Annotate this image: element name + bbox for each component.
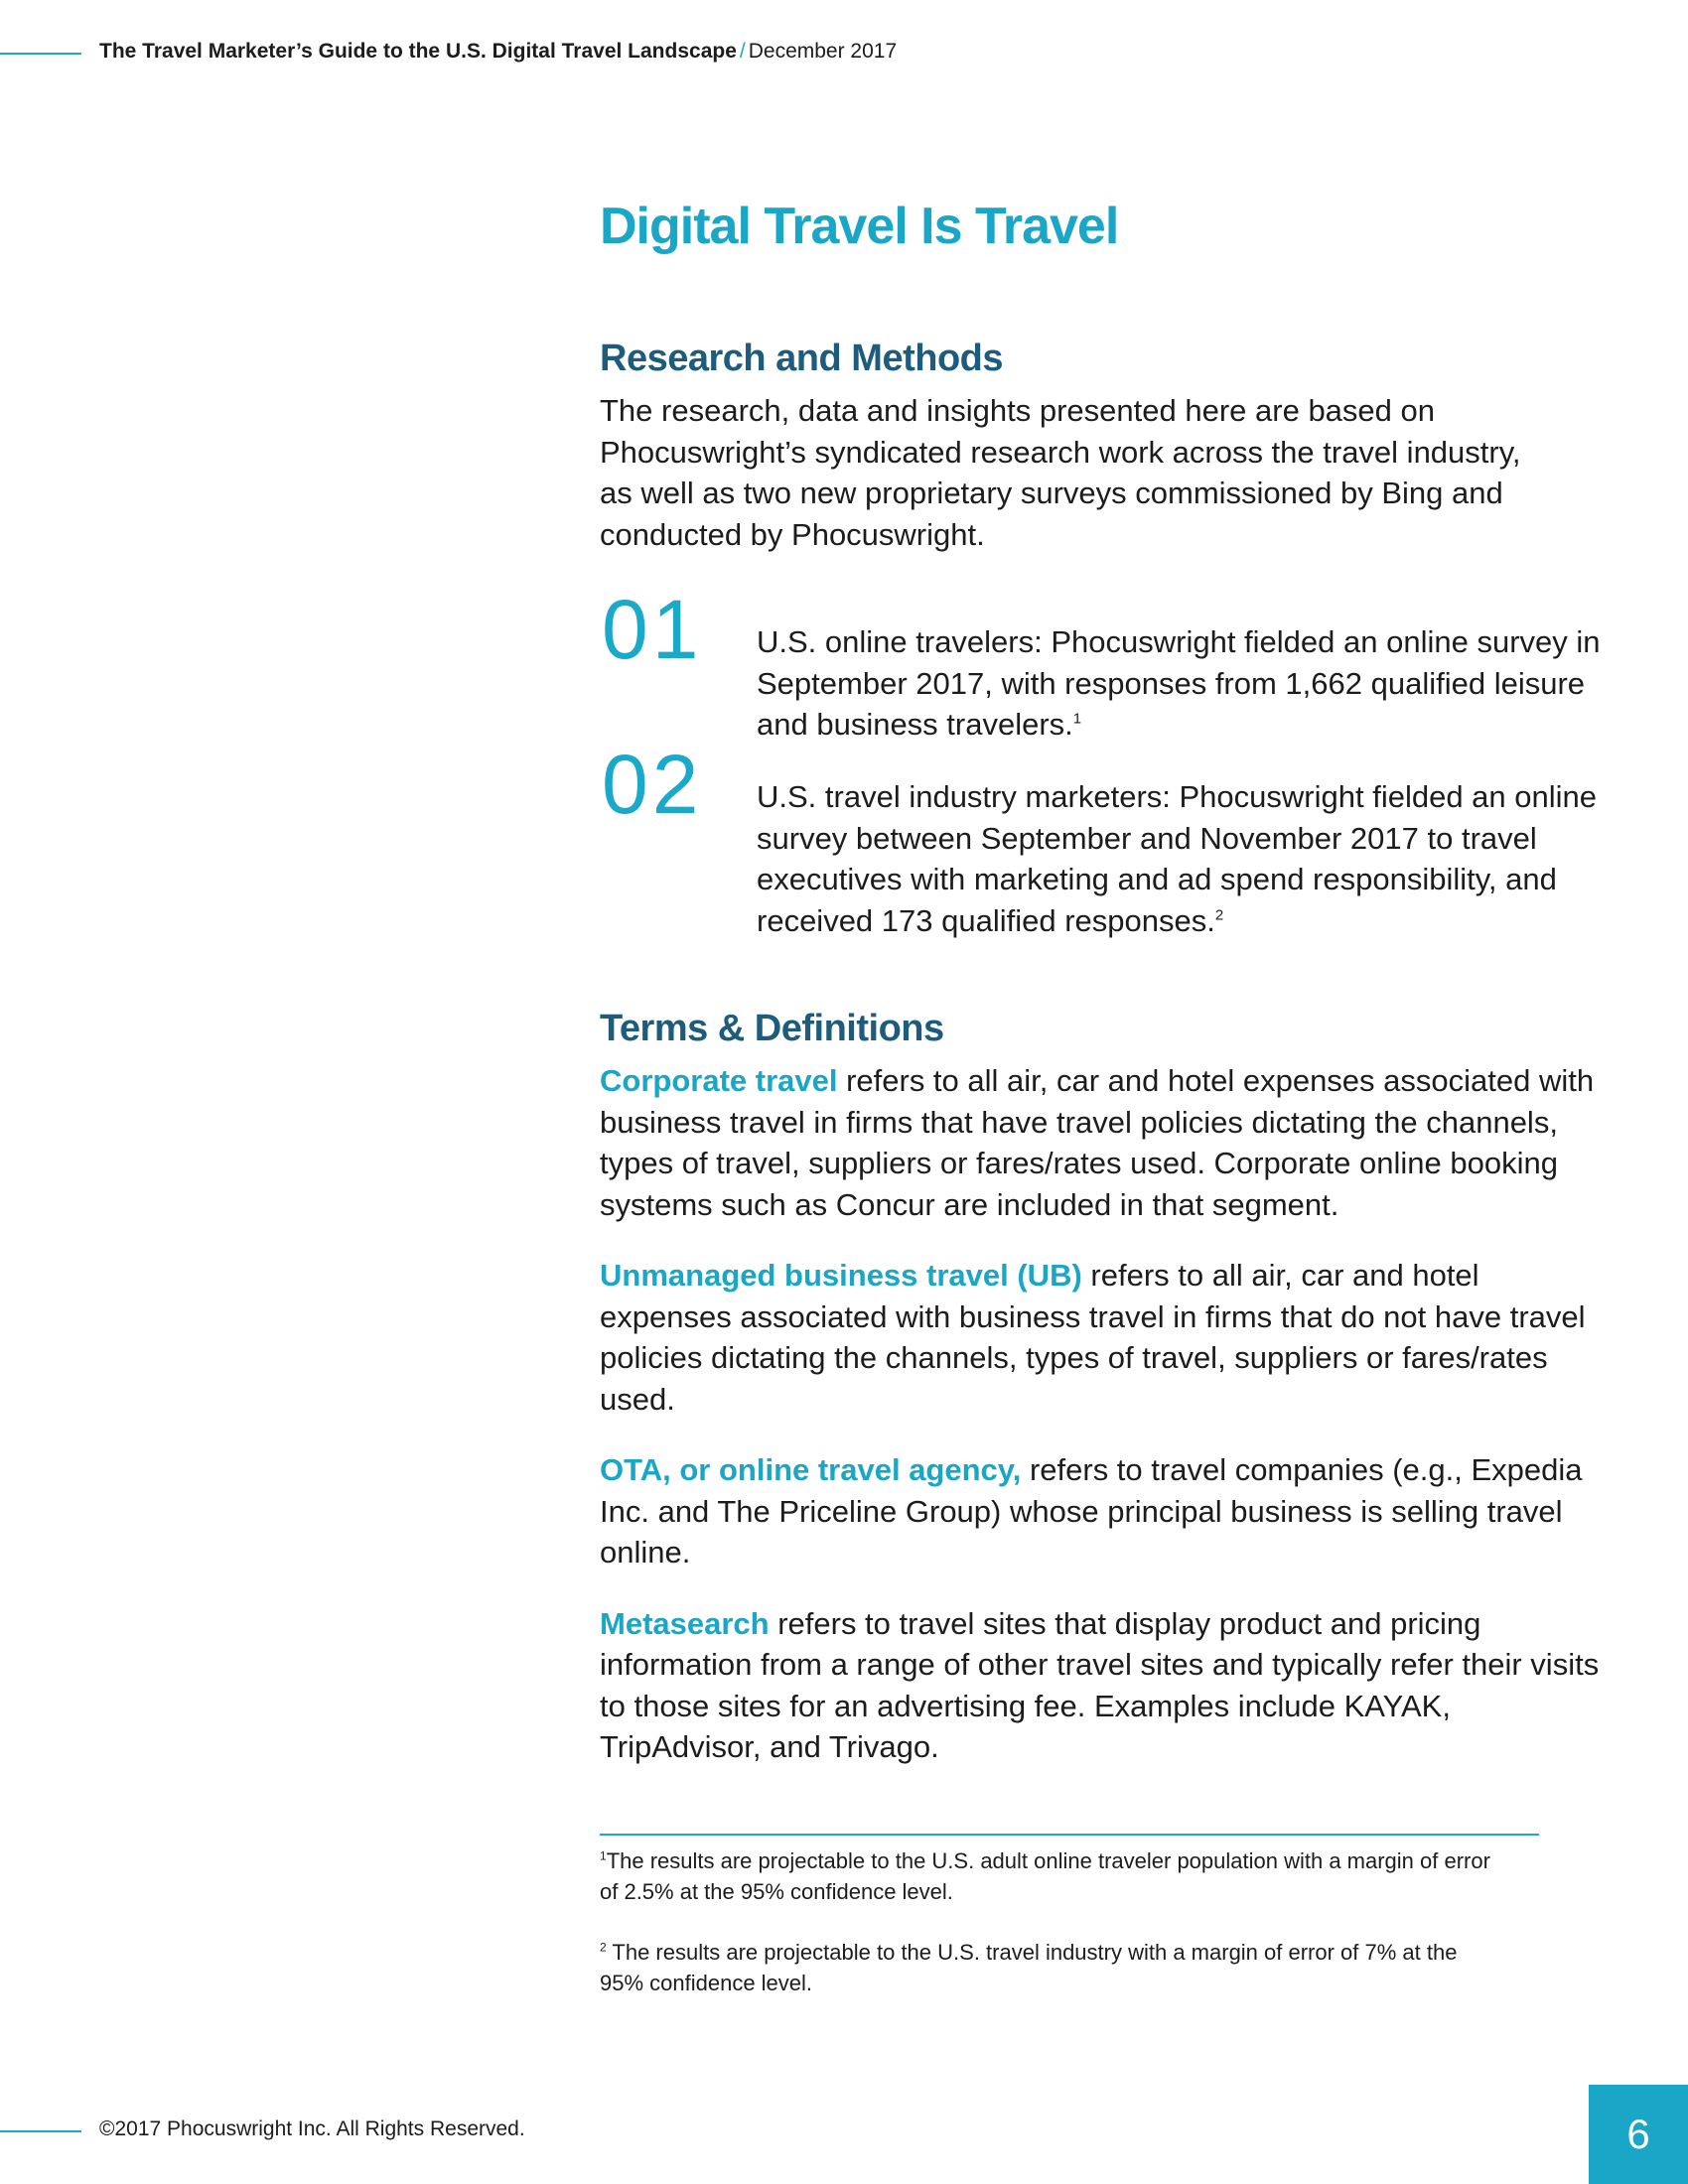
research-intro: The research, data and insights presented here are based on Phocuswright’s syndicated research work across the travel industry, as well as two new proprietary surveys commissioned by Bing and conducted by Phocuswright. [600, 393, 1521, 552]
header-title: The Travel Marketer’s Guide to the U.S. Digital Travel Landscape [99, 40, 737, 63]
footnote-ref: 1 [1072, 710, 1082, 728]
page-number: 6 [1589, 2085, 1688, 2184]
footnote-ref: 2 [1214, 906, 1224, 924]
research-item-text: U.S. travel industry marketers: Phocuswright fielded an online survey between September and November 2017 to travel executives with marketing and ad spend responsibility, and received 173 qualified responses.$^2$ [757, 779, 1598, 938]
research-item-number: 02 [602, 738, 703, 831]
research-item-2 [600, 738, 1603, 972]
term-label: Metasearch [600, 1605, 770, 1641]
footnote-divider [600, 1834, 1539, 1836]
term-definition: Metasearch refers to travel sites that display product and pricing information from a range of other travel sites and typically refer their visits to those sites for an advertising fee. Examples include KAYAK, TripAdvisor, and Trivago. [600, 1605, 1600, 1764]
footer-rule [0, 2130, 81, 2132]
terms-heading: Terms & Definitions [600, 1008, 944, 1049]
running-header [99, 40, 897, 64]
term-definition: Unmanaged business travel (UB) refers to all air, car and hotel expenses associated with business travel in firms that do not have travel policies dictating the channels, types of travel, suppliers or fares/rates used. [600, 1258, 1586, 1417]
footnote-1: $^1$The results are projectable to the U.S. adult online traveler population with a margin of error of 2.5% at the 95% confidence level. [600, 1848, 1490, 1904]
header-date: December 2017 [748, 40, 898, 63]
term-definition: Corporate travel refers to all air, car and hotel expenses associated with business travel in firms that have travel policies dictating the channels, types of travel, suppliers or fares/rates used. Corporate online booking systems such as Concur are included in that segment. [600, 1063, 1595, 1222]
header-rule [0, 53, 81, 55]
term-label: OTA, or online travel agency, [600, 1452, 1022, 1487]
page-title: Digital Travel Is Travel [600, 198, 1119, 255]
terms-list [600, 1060, 1603, 1798]
header-separator: / [739, 40, 746, 63]
research-item-number: 01 [602, 583, 703, 676]
term-label: Unmanaged business travel (UB) [600, 1258, 1082, 1293]
footnote-2: $^2$ The results are projectable to the U.S. travel industry with a margin of error of 7% at the 95% confidence level. [600, 1940, 1458, 1995]
term-label: Corporate travel [600, 1063, 838, 1098]
research-heading: Research and Methods [600, 338, 1003, 379]
term-definition: OTA, or online travel agency, refers to travel companies (e.g., Expedia Inc. and The Priceline Group) whose principal business is selling travel online. [600, 1452, 1583, 1570]
copyright: ©2017 Phocuswright Inc. All Rights Reserved. [99, 2117, 525, 2140]
research-item-text: U.S. online travelers: Phocuswright fielded an online survey in September 2017, with responses from 1,662 qualified leisure and business travelers.$^1$ [757, 624, 1601, 742]
